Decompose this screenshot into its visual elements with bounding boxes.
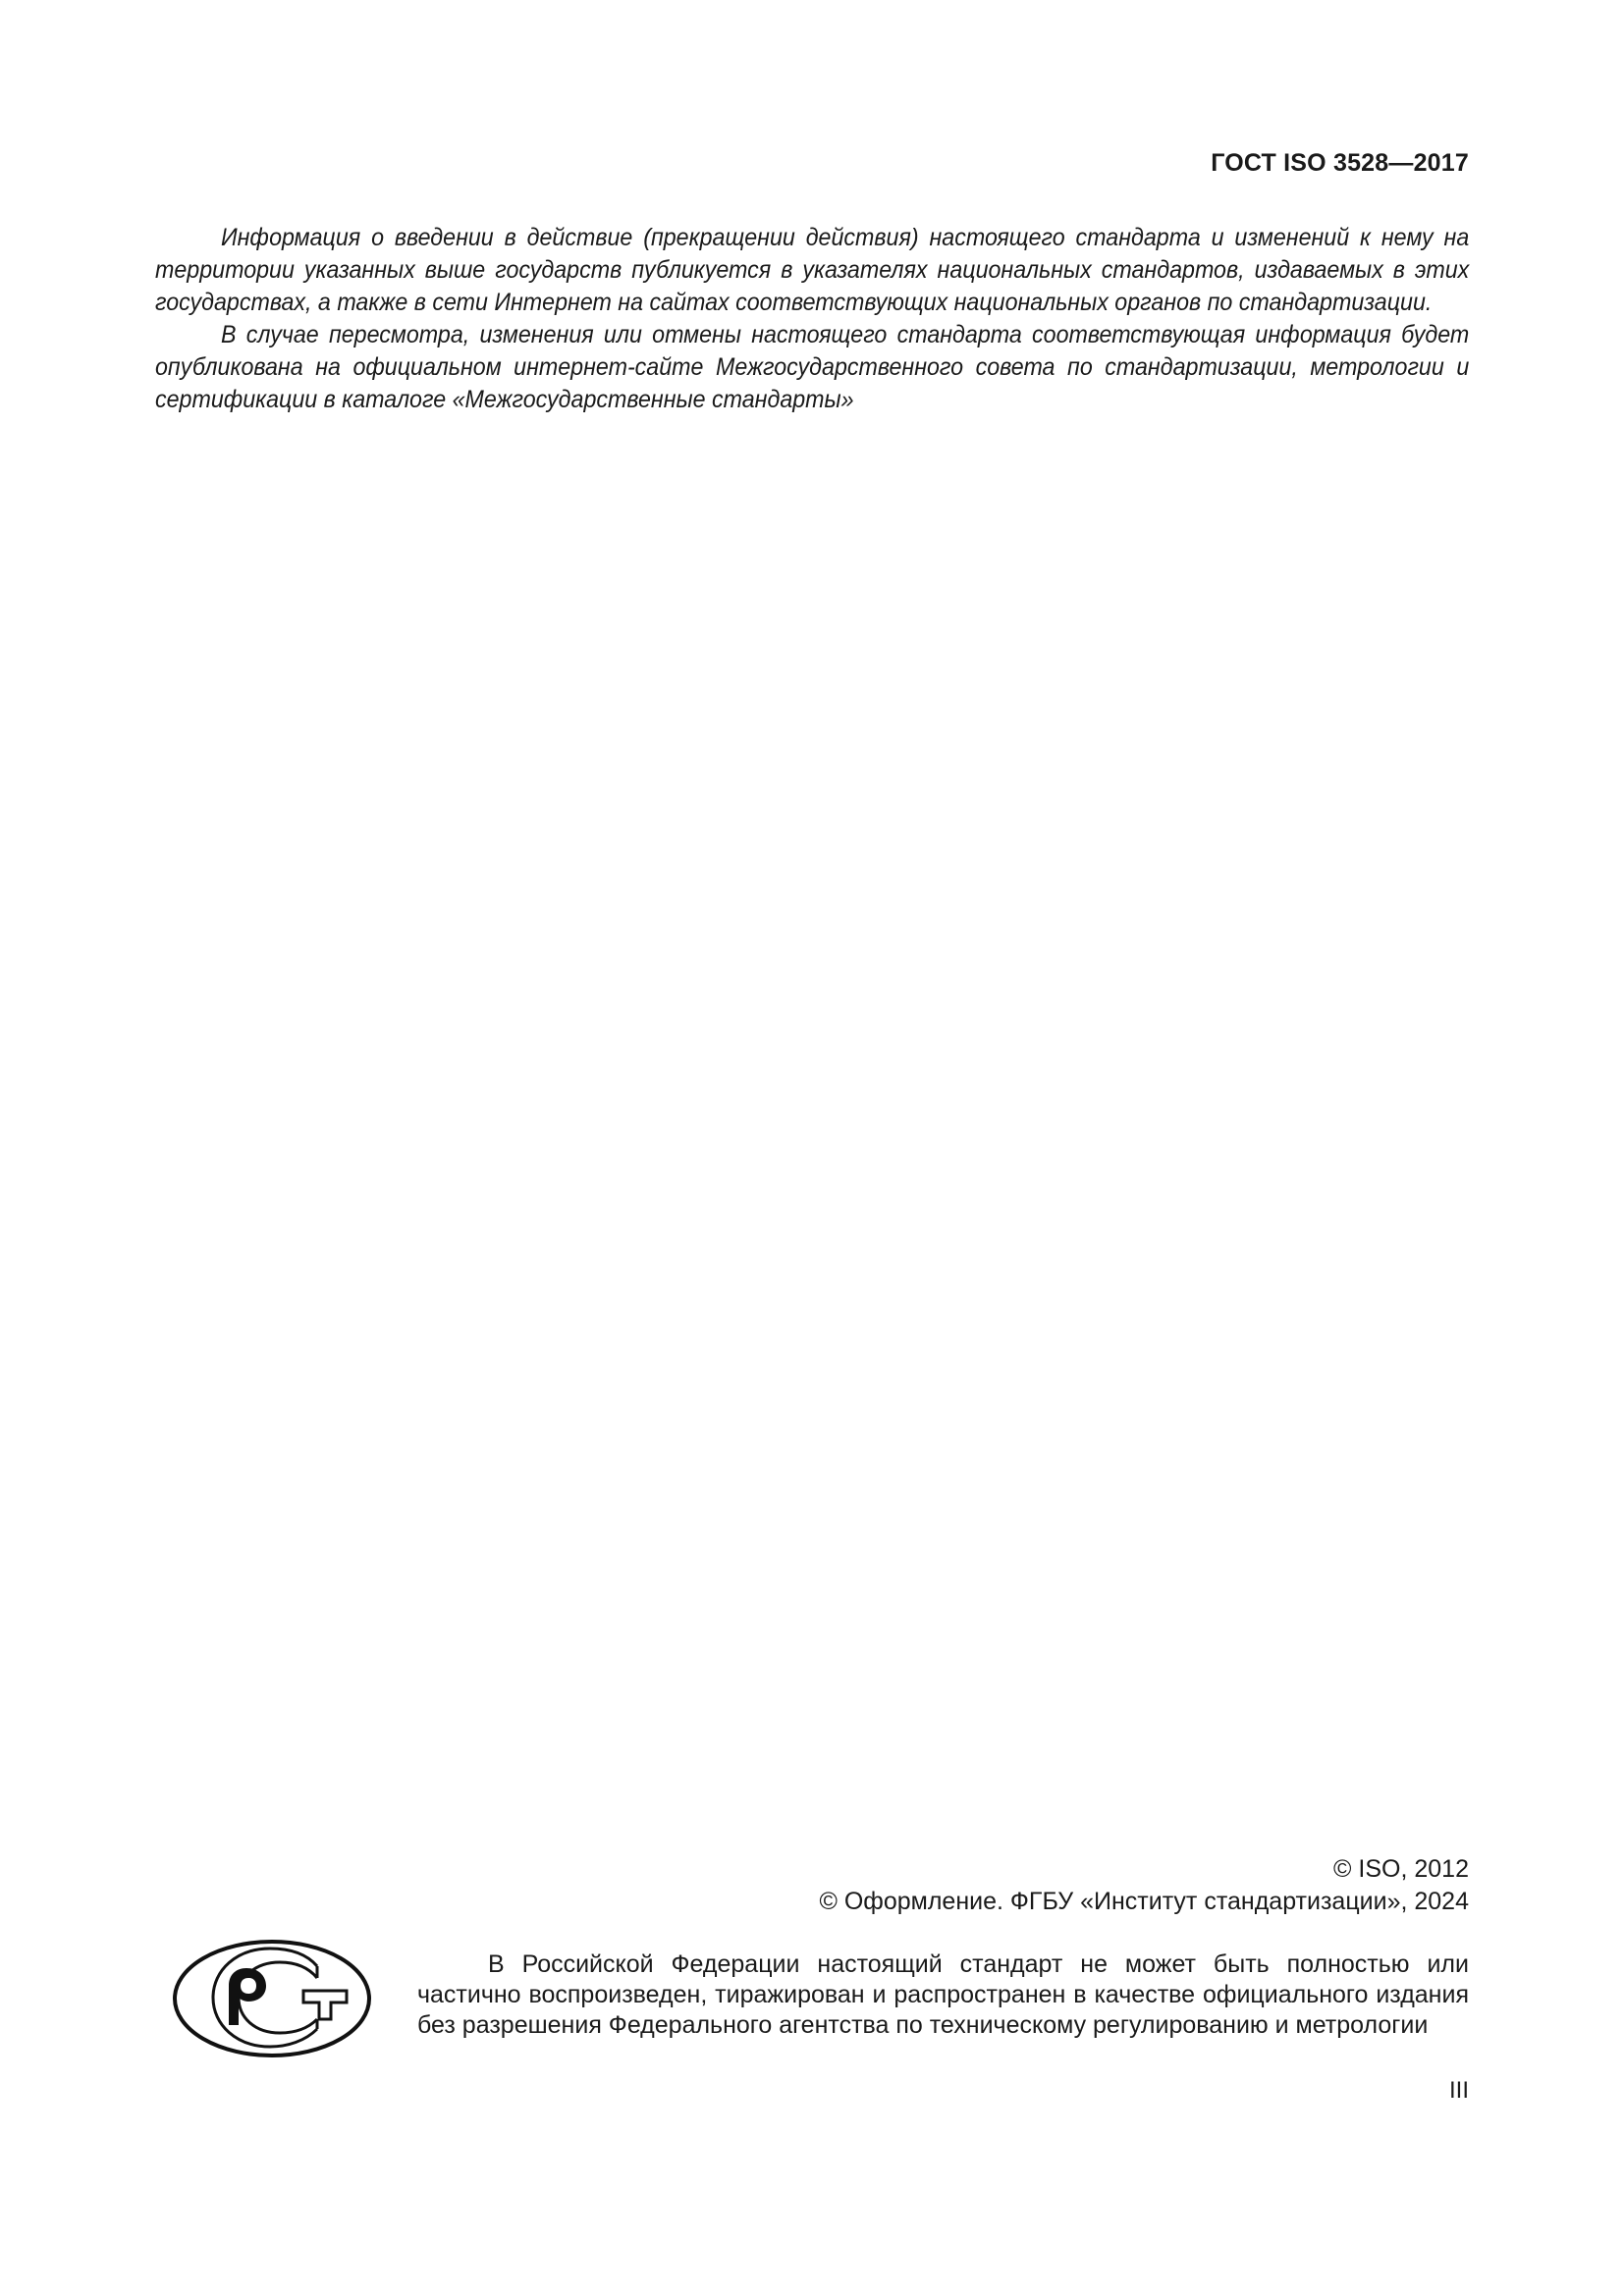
rst-certification-mark-icon bbox=[172, 1939, 373, 2058]
paragraph-publication-info: Информация о введении в действие (прекращении действия) настоящего стандарта и изменений к нему на территории указанных выше государств публикуется в указателях национальных стандартов, издаваемых в этих государствах, а также в сети Интернет на сайтах соответствующих национальных органов по стандартизации. bbox=[155, 224, 1470, 316]
reproduction-notice-text: В Российской Федерации настоящий стандарт не может быть полностью или частично воспроизведен, тиражирован и распространен в качестве официального издания без разрешения Федерального агентства по техническому регулированию и метрологии bbox=[417, 1950, 1469, 2039]
copyright-iso: © ISO, 2012 bbox=[1333, 1855, 1469, 1883]
paragraph-revision-info: В случае пересмотра, изменения или отмены настоящего стандарта соответствующая информация будет опубликована на официальном интернет-сайте Межгосударственного совета по стандартизации, метрологии и сертификации в каталоге «Межгосударственные стандарты» bbox=[155, 321, 1470, 413]
reproduction-notice bbox=[417, 1949, 1469, 2041]
document-code-header: ГОСТ ISO 3528—2017 bbox=[1211, 149, 1469, 177]
copyright-block bbox=[819, 1853, 1469, 1918]
page-number: III bbox=[1448, 2077, 1469, 2104]
body-text bbox=[155, 222, 1469, 416]
copyright-design: © Оформление. ФГБУ «Институт стандартизации», 2024 bbox=[819, 1888, 1469, 1915]
